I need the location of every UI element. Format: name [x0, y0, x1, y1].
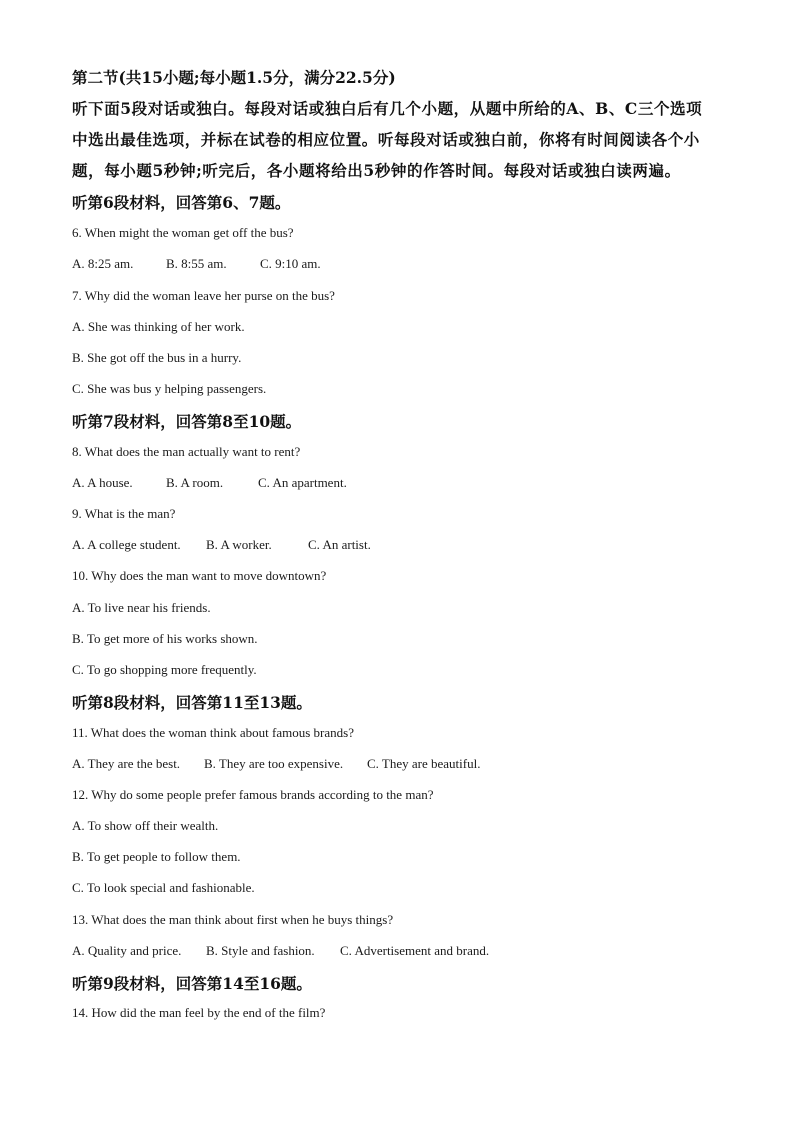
question-13: 13. What does the man think about first when he buys things?: [72, 912, 394, 927]
question-6: 6. When might the woman get off the bus?: [72, 225, 294, 240]
option-c: C. An artist.: [308, 537, 371, 552]
question-12-option-b: B. To get people to follow them.: [72, 849, 241, 864]
option-c: C. They are beautiful.: [367, 756, 481, 771]
question-9: 9. What is the man?: [72, 506, 176, 521]
group-heading-6: 听第6段材料，回答第6、7题。: [72, 193, 291, 212]
instructions-line-3: 题，每小题5秒钟;听完后，各小题将给出5秒钟的作答时间。每段对话或独白读两遍。: [72, 161, 681, 180]
question-13-options: [72, 943, 489, 959]
question-6-options: [72, 256, 321, 272]
option-a: A. A house.: [72, 475, 133, 490]
option-b: B. 8:55 am.: [166, 256, 227, 271]
question-14: 14. How did the man feel by the end of the film?: [72, 1005, 326, 1020]
section-title: 第二节(共15小题;每小题1.5分，满分22.5分): [72, 68, 396, 87]
group-heading-8: 听第8段材料，回答第11至13题。: [72, 693, 312, 712]
option-c: C. An apartment.: [258, 475, 347, 490]
question-12: 12. Why do some people prefer famous brands according to the man?: [72, 787, 434, 802]
option-b: B. Style and fashion.: [206, 943, 315, 958]
question-8-options: [72, 475, 347, 491]
option-b: B. They are too expensive.: [204, 756, 344, 771]
question-9-options: [72, 537, 371, 553]
option-a: A. Quality and price.: [72, 943, 182, 958]
option-b: B. A room.: [166, 475, 224, 490]
question-7-option-b: B. She got off the bus in a hurry.: [72, 350, 242, 365]
option-a: A. 8:25 am.: [72, 256, 134, 271]
instructions-line-2: 中选出最佳选项，并标在试卷的相应位置。听每段对话或独白前，你将有时间阅读各个小: [72, 130, 700, 149]
option-a: A. A college student.: [72, 537, 181, 552]
question-10-option-a: A. To live near his friends.: [72, 600, 211, 615]
group-heading-7: 听第7段材料，回答第8至10题。: [72, 412, 302, 431]
question-10-option-b: B. To get more of his works shown.: [72, 631, 258, 646]
instructions-line-1: 听下面5段对话或独白。每段对话或独白后有几个小题，从题中所给的A、B、C三个选项: [72, 99, 703, 118]
question-12-option-c: C. To look special and fashionable.: [72, 880, 255, 895]
group-heading-9: 听第9段材料，回答第14至16题。: [72, 974, 312, 993]
option-c: C. 9:10 am.: [260, 256, 321, 271]
question-11: 11. What does the woman think about famous brands?: [72, 725, 354, 740]
option-b: B. A worker.: [206, 537, 272, 552]
question-12-option-a: A. To show off their wealth.: [72, 818, 219, 833]
question-7: 7. Why did the woman leave her purse on the bus?: [72, 288, 335, 303]
question-10-option-c: C. To go shopping more frequently.: [72, 662, 257, 677]
option-a: A. They are the best.: [72, 756, 181, 771]
question-7-option-c: C. She was bus y helping passengers.: [72, 381, 267, 396]
question-10: 10. Why does the man want to move downtown?: [72, 568, 327, 583]
question-7-option-a: A. She was thinking of her work.: [72, 319, 245, 334]
question-11-options: [72, 756, 480, 772]
option-c: C. Advertisement and brand.: [340, 943, 490, 958]
question-8: 8. What does the man actually want to rent?: [72, 444, 301, 459]
